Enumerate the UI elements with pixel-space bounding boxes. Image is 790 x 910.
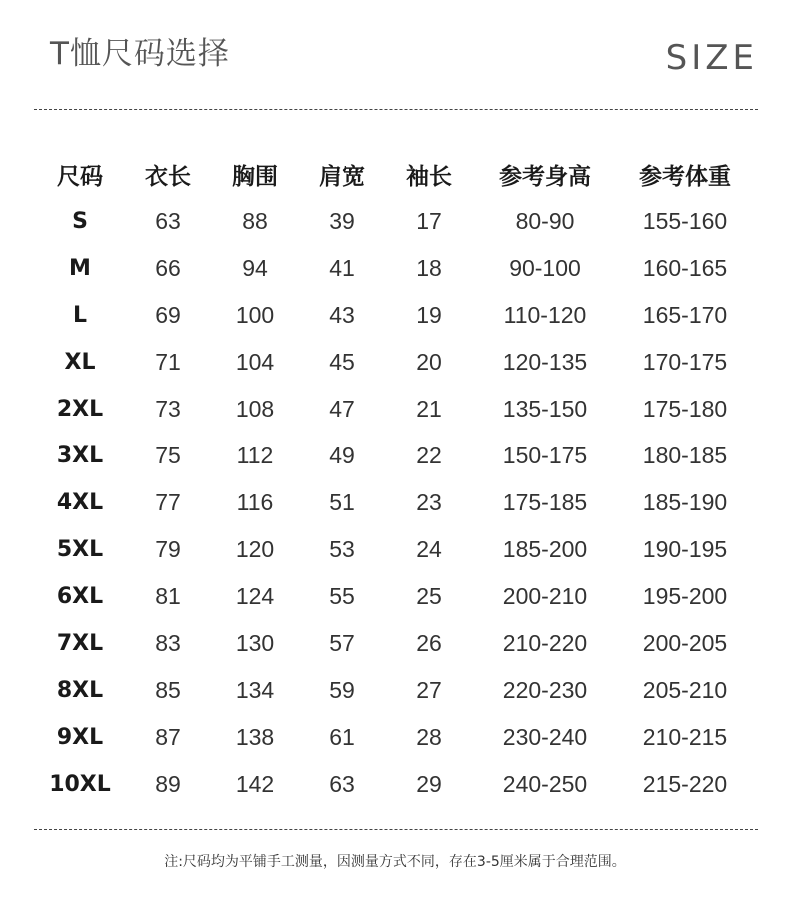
- height-cell: 210-220: [502, 629, 588, 656]
- size-cell: 2XL: [56, 396, 104, 422]
- size-chart-table: [36, 150, 752, 808]
- table-row: [36, 761, 752, 808]
- table-row: [36, 198, 752, 245]
- size-cell: 3XL: [56, 443, 104, 469]
- weight-cell: 185-190: [642, 489, 728, 516]
- length-cell: 66: [155, 254, 181, 281]
- table-row: [36, 292, 752, 339]
- height-cell: 110-120: [503, 301, 587, 328]
- sleeve-cell: 17: [416, 207, 442, 234]
- sleeve-cell: 24: [416, 536, 442, 563]
- length-cell: 63: [155, 207, 181, 234]
- size-cell: XL: [64, 349, 96, 375]
- chest-cell: 134: [235, 676, 275, 703]
- height-cell: 135-150: [502, 395, 588, 422]
- column-header: 衣长: [145, 163, 191, 190]
- sleeve-cell: 28: [416, 723, 442, 750]
- weight-cell: 165-170: [642, 301, 728, 328]
- length-cell: 83: [155, 629, 181, 656]
- length-cell: 81: [155, 583, 181, 610]
- table-row: [36, 714, 752, 761]
- shoulder-cell: 53: [329, 536, 355, 563]
- table-row: [36, 339, 752, 386]
- weight-cell: 180-185: [642, 442, 728, 469]
- top-divider: [34, 109, 758, 110]
- weight-cell: 210-215: [642, 723, 728, 750]
- shoulder-cell: 49: [329, 442, 355, 469]
- height-cell: 175-185: [502, 489, 588, 516]
- chest-cell: 112: [236, 442, 274, 469]
- chest-cell: 120: [235, 536, 275, 563]
- sleeve-cell: 25: [416, 583, 442, 610]
- shoulder-cell: 63: [329, 770, 355, 797]
- height-cell: 150-175: [502, 442, 588, 469]
- sleeve-cell: 22: [416, 442, 442, 469]
- measurement-note: 注:尺码均为平铺手工测量，因测量方式不同，存在3-5厘米属于合理范围。: [164, 854, 626, 870]
- weight-cell: 190-195: [642, 536, 728, 563]
- length-cell: 79: [155, 536, 181, 563]
- size-cell: 4XL: [56, 490, 104, 516]
- column-header: 尺码: [57, 163, 103, 190]
- column-header: 肩宽: [319, 163, 365, 190]
- page-header: [0, 0, 790, 110]
- size-cell: S: [72, 208, 88, 234]
- weight-cell: 170-175: [642, 348, 728, 375]
- height-cell: 230-240: [502, 723, 588, 750]
- weight-cell: 155-160: [642, 207, 728, 234]
- table-row: [36, 573, 752, 620]
- shoulder-cell: 59: [329, 676, 355, 703]
- size-cell: 9XL: [56, 724, 104, 750]
- size-cell: 8XL: [56, 677, 104, 703]
- table-row: [36, 667, 752, 714]
- size-cell: M: [69, 255, 91, 281]
- height-cell: 80-90: [515, 207, 575, 234]
- sleeve-cell: 18: [416, 254, 442, 281]
- table-row: [36, 479, 752, 526]
- chest-cell: 138: [235, 723, 275, 750]
- shoulder-cell: 45: [329, 348, 355, 375]
- length-cell: 73: [155, 395, 181, 422]
- shoulder-cell: 57: [329, 629, 355, 656]
- table-row: [36, 620, 752, 667]
- sleeve-cell: 23: [416, 489, 442, 516]
- length-cell: 77: [155, 489, 181, 516]
- height-cell: 90-100: [509, 254, 581, 281]
- weight-cell: 200-205: [642, 629, 728, 656]
- weight-cell: 215-220: [642, 770, 728, 797]
- height-cell: 240-250: [502, 770, 588, 797]
- height-cell: 220-230: [502, 676, 588, 703]
- sleeve-cell: 20: [416, 348, 442, 375]
- length-cell: 85: [155, 676, 181, 703]
- chest-cell: 100: [235, 301, 275, 328]
- page-title: T恤尺码选择: [50, 36, 230, 72]
- chest-cell: 104: [235, 348, 275, 375]
- sleeve-cell: 27: [416, 676, 442, 703]
- chest-cell: 88: [242, 207, 268, 234]
- weight-cell: 205-210: [642, 676, 728, 703]
- table-row: [36, 245, 752, 292]
- weight-cell: 160-165: [642, 254, 728, 281]
- sleeve-cell: 26: [416, 629, 442, 656]
- length-cell: 71: [155, 348, 181, 375]
- column-header: 胸围: [232, 163, 278, 190]
- chest-cell: 116: [236, 489, 274, 516]
- shoulder-cell: 41: [329, 254, 355, 281]
- sleeve-cell: 19: [416, 301, 442, 328]
- sleeve-cell: 21: [416, 395, 442, 422]
- length-cell: 89: [155, 770, 181, 797]
- height-cell: 185-200: [502, 536, 588, 563]
- weight-cell: 175-180: [642, 395, 728, 422]
- table-row: [36, 526, 752, 573]
- weight-cell: 195-200: [642, 583, 728, 610]
- size-cell: 6XL: [56, 584, 104, 610]
- table-row: [36, 386, 752, 433]
- shoulder-cell: 47: [329, 395, 355, 422]
- shoulder-cell: 55: [329, 583, 355, 610]
- size-cell: 7XL: [56, 630, 104, 656]
- height-cell: 200-210: [502, 583, 588, 610]
- length-cell: 87: [155, 723, 181, 750]
- size-heading: SIZE: [665, 38, 758, 78]
- shoulder-cell: 51: [329, 489, 355, 516]
- table-body: [36, 198, 752, 808]
- chest-cell: 124: [235, 583, 275, 610]
- column-header: 袖长: [406, 163, 452, 190]
- sleeve-cell: 29: [416, 770, 442, 797]
- shoulder-cell: 61: [329, 723, 355, 750]
- length-cell: 75: [155, 442, 181, 469]
- chest-cell: 108: [235, 395, 275, 422]
- chest-cell: 130: [235, 629, 275, 656]
- column-header: 参考身高: [499, 163, 591, 190]
- table-row: [36, 432, 752, 479]
- bottom-divider: [34, 829, 758, 830]
- height-cell: 120-135: [502, 348, 588, 375]
- length-cell: 69: [155, 301, 181, 328]
- chest-cell: 94: [242, 254, 268, 281]
- chest-cell: 142: [235, 770, 275, 797]
- shoulder-cell: 39: [329, 207, 355, 234]
- column-header: 参考体重: [639, 163, 731, 190]
- shoulder-cell: 43: [329, 301, 355, 328]
- size-cell: L: [72, 302, 88, 328]
- size-cell: 10XL: [49, 771, 111, 797]
- table-header-row: [36, 150, 752, 198]
- size-cell: 5XL: [56, 537, 104, 563]
